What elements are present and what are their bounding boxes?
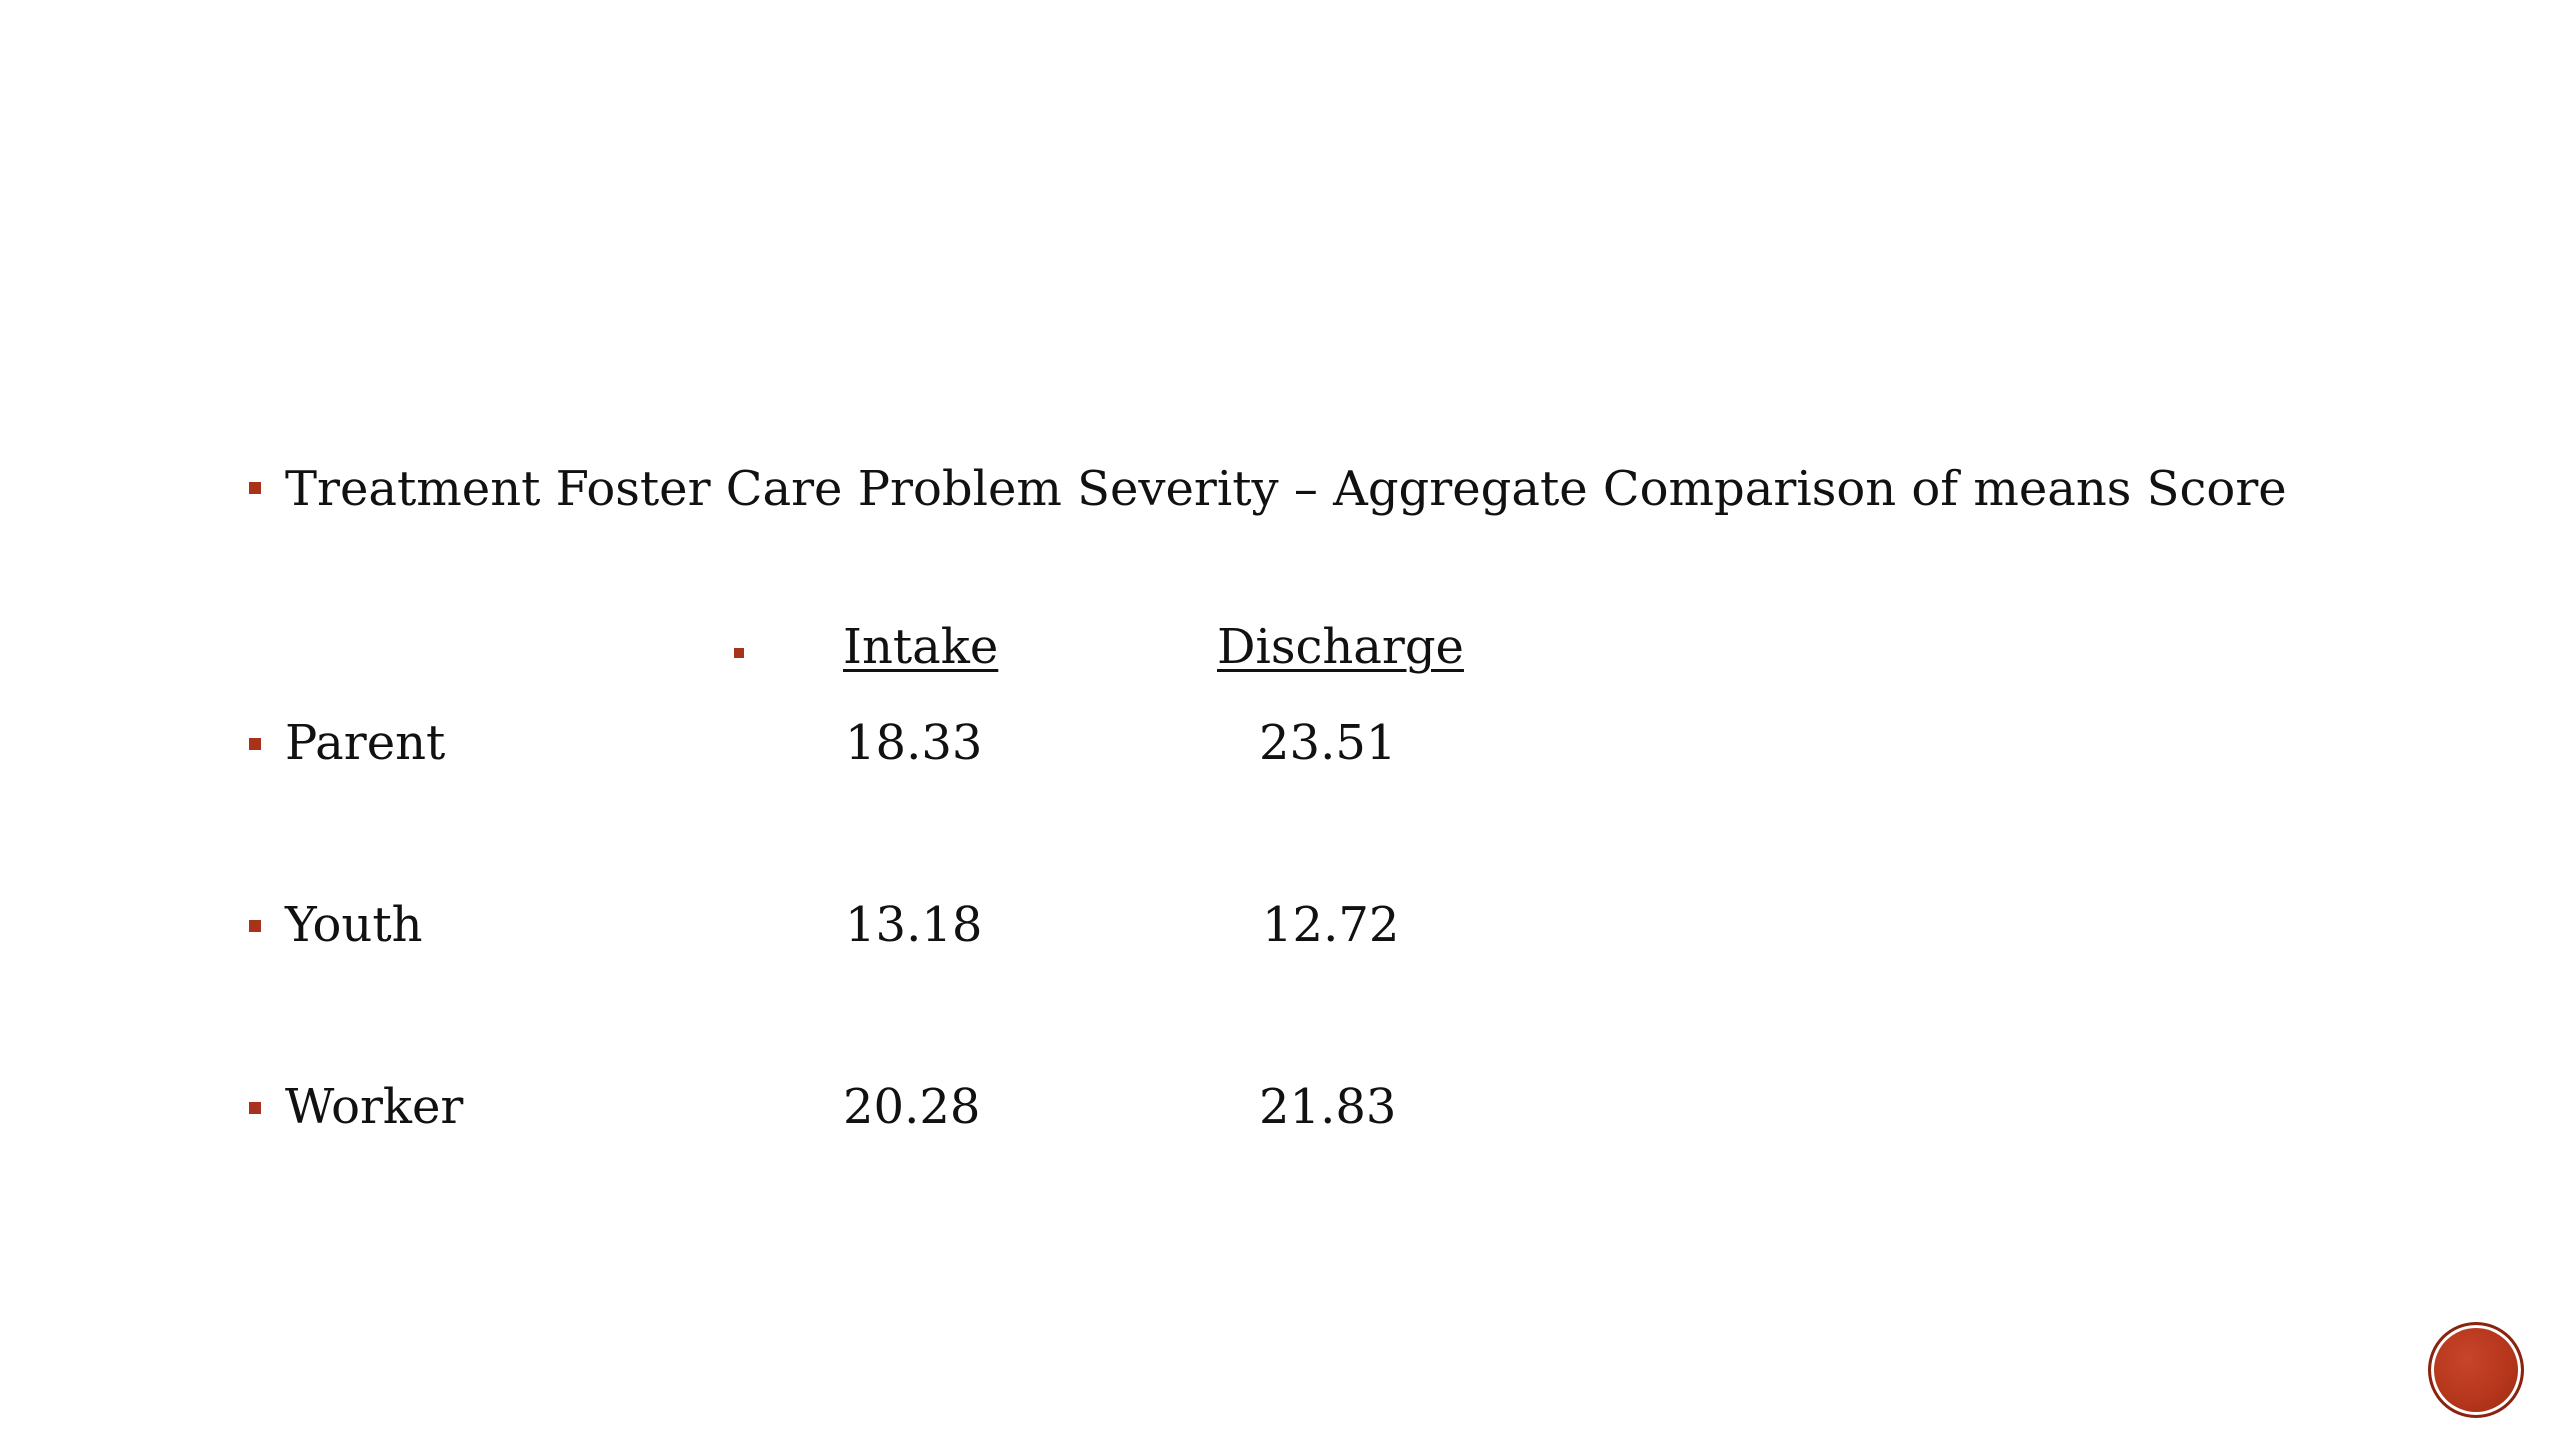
youth-intake-value: 13.18 — [845, 897, 983, 953]
slide-heading: Treatment Foster Care Problem Severity – Aggregate Comparison of means Score — [285, 461, 2287, 517]
parent-discharge-value: 23.51 — [1259, 715, 1397, 771]
row-bullet — [249, 738, 261, 750]
slide-number-badge — [2428, 1322, 2524, 1418]
row-bullet — [249, 1102, 261, 1114]
column-header-bullet — [734, 648, 744, 658]
worker-intake-value: 20.28 — [843, 1079, 981, 1135]
row-bullet — [249, 920, 261, 932]
worker-discharge-value: 21.83 — [1259, 1079, 1397, 1135]
heading-bullet — [249, 482, 261, 494]
row-label-youth: Youth — [285, 897, 423, 953]
column-header-intake: Intake — [843, 619, 999, 675]
column-header-discharge: Discharge — [1217, 619, 1464, 675]
row-label-parent: Parent — [285, 715, 446, 771]
youth-discharge-value: 12.72 — [1262, 897, 1400, 953]
parent-intake-value: 18.33 — [845, 715, 983, 771]
row-label-worker: Worker — [285, 1079, 464, 1135]
